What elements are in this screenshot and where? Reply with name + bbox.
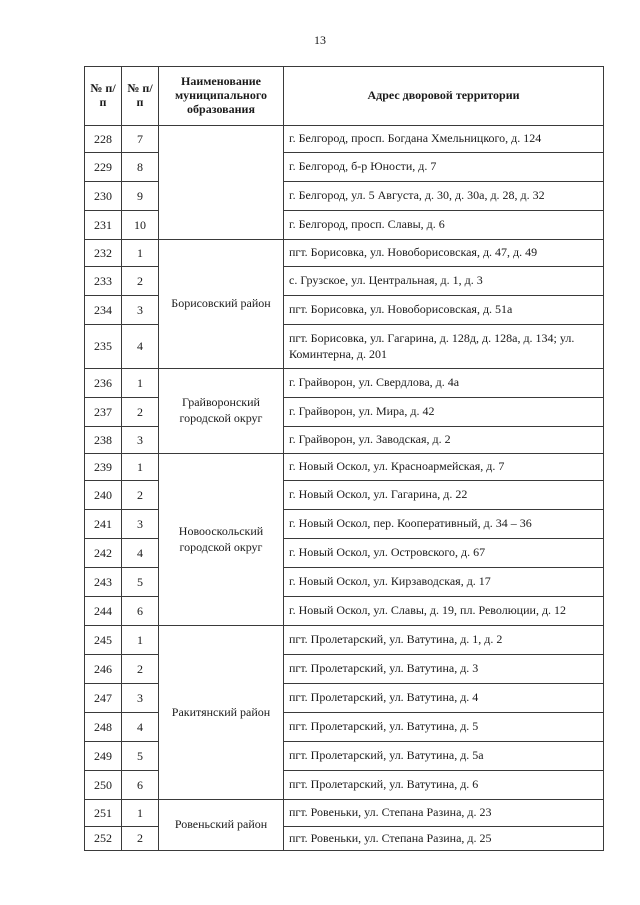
row-number-cell: 246: [85, 655, 122, 684]
local-number-cell: 6: [122, 597, 159, 626]
local-number-cell: 2: [122, 267, 159, 296]
row-number-cell: 242: [85, 539, 122, 568]
row-number-cell: 233: [85, 267, 122, 296]
row-number-cell: 248: [85, 713, 122, 742]
local-number-cell: 1: [122, 800, 159, 827]
address-cell: г. Белгород, просп. Славы, д. 6: [284, 211, 604, 240]
address-cell: с. Грузское, ул. Центральная, д. 1, д. 3: [284, 267, 604, 296]
local-number-cell: 9: [122, 182, 159, 211]
table-row: [85, 454, 604, 481]
row-number-cell: 241: [85, 510, 122, 539]
table-row: [85, 800, 604, 827]
row-number-cell: 230: [85, 182, 122, 211]
local-number-cell: 3: [122, 427, 159, 454]
row-number-cell: 250: [85, 771, 122, 800]
local-number-cell: 3: [122, 510, 159, 539]
row-number-cell: 231: [85, 211, 122, 240]
table-row: [85, 126, 604, 153]
address-cell: пгт. Борисовка, ул. Новоборисовская, д. 47, д. 49: [284, 240, 604, 267]
row-number-cell: 229: [85, 153, 122, 182]
address-cell: г. Новый Оскол, пер. Кооперативный, д. 34 – 36: [284, 510, 604, 539]
address-cell: пгт. Пролетарский, ул. Ватутина, д. 6: [284, 771, 604, 800]
local-number-cell: 2: [122, 827, 159, 851]
address-cell: пгт. Пролетарский, ул. Ватутина, д. 1, д. 2: [284, 626, 604, 655]
table-row: [85, 369, 604, 398]
local-number-cell: 7: [122, 126, 159, 153]
address-cell: пгт. Пролетарский, ул. Ватутина, д. 5: [284, 713, 604, 742]
local-number-cell: 8: [122, 153, 159, 182]
municipality-cell: [159, 126, 284, 240]
municipality-cell: Ракитянский район: [159, 626, 284, 800]
municipality-cell: Борисовский район: [159, 240, 284, 369]
courtyard-registry-table: [84, 66, 604, 851]
row-number-cell: 237: [85, 398, 122, 427]
address-cell: г. Новый Оскол, ул. Островского, д. 67: [284, 539, 604, 568]
address-cell: пгт. Пролетарский, ул. Ватутина, д. 3: [284, 655, 604, 684]
row-number-cell: 252: [85, 827, 122, 851]
local-number-cell: 1: [122, 369, 159, 398]
local-number-cell: 1: [122, 240, 159, 267]
local-number-cell: 2: [122, 655, 159, 684]
municipality-cell: Ровеньский район: [159, 800, 284, 851]
address-cell: г. Белгород, ул. 5 Августа, д. 30, д. 30а, д. 28, д. 32: [284, 182, 604, 211]
address-cell: г. Грайворон, ул. Свердлова, д. 4а: [284, 369, 604, 398]
local-number-cell: 5: [122, 568, 159, 597]
address-cell: пгт. Ровеньки, ул. Степана Разина, д. 23: [284, 800, 604, 827]
local-number-cell: 2: [122, 398, 159, 427]
address-cell: г. Новый Оскол, ул. Кирзаводская, д. 17: [284, 568, 604, 597]
address-cell: пгт. Пролетарский, ул. Ватутина, д. 5а: [284, 742, 604, 771]
local-number-cell: 6: [122, 771, 159, 800]
header-municipality: Наименование муниципального образования: [159, 67, 284, 126]
local-number-cell: 4: [122, 713, 159, 742]
row-number-cell: 245: [85, 626, 122, 655]
local-number-cell: 1: [122, 454, 159, 481]
local-number-cell: 4: [122, 539, 159, 568]
address-cell: пгт. Ровеньки, ул. Степана Разина, д. 25: [284, 827, 604, 851]
local-number-cell: 5: [122, 742, 159, 771]
row-number-cell: 239: [85, 454, 122, 481]
row-number-cell: 238: [85, 427, 122, 454]
address-cell: г. Белгород, просп. Богдана Хмельницкого, д. 124: [284, 126, 604, 153]
row-number-cell: 247: [85, 684, 122, 713]
address-cell: г. Новый Оскол, ул. Гагарина, д. 22: [284, 481, 604, 510]
row-number-cell: 251: [85, 800, 122, 827]
address-cell: пгт. Пролетарский, ул. Ватутина, д. 4: [284, 684, 604, 713]
address-cell: г. Грайворон, ул. Заводская, д. 2: [284, 427, 604, 454]
row-number-cell: 249: [85, 742, 122, 771]
local-number-cell: 4: [122, 325, 159, 369]
header-row-number: № п/п: [85, 67, 122, 126]
row-number-cell: 243: [85, 568, 122, 597]
address-cell: пгт. Борисовка, ул. Гагарина, д. 128д, д. 128а, д. 134; ул. Коминтерна, д. 201: [284, 325, 604, 369]
table-row: [85, 240, 604, 267]
local-number-cell: 2: [122, 481, 159, 510]
address-cell: г. Новый Оскол, ул. Славы, д. 19, пл. Революции, д. 12: [284, 597, 604, 626]
row-number-cell: 244: [85, 597, 122, 626]
row-number-cell: 234: [85, 296, 122, 325]
local-number-cell: 3: [122, 296, 159, 325]
address-cell: г. Новый Оскол, ул. Красноармейская, д. 7: [284, 454, 604, 481]
local-number-cell: 1: [122, 626, 159, 655]
row-number-cell: 236: [85, 369, 122, 398]
address-cell: г. Белгород, б-р Юности, д. 7: [284, 153, 604, 182]
municipality-cell: Новооскольский городской округ: [159, 454, 284, 626]
address-cell: пгт. Борисовка, ул. Новоборисовская, д. 51а: [284, 296, 604, 325]
header-address: Адрес дворовой территории: [284, 67, 604, 126]
table-header-row: [85, 67, 604, 126]
page-number: 13: [314, 33, 326, 47]
table-body: [85, 126, 604, 851]
address-cell: г. Грайворон, ул. Мира, д. 42: [284, 398, 604, 427]
row-number-cell: 232: [85, 240, 122, 267]
table-row: [85, 626, 604, 655]
local-number-cell: 3: [122, 684, 159, 713]
row-number-cell: 240: [85, 481, 122, 510]
row-number-cell: 235: [85, 325, 122, 369]
local-number-cell: 10: [122, 211, 159, 240]
row-number-cell: 228: [85, 126, 122, 153]
header-local-number: № п/п: [122, 67, 159, 126]
municipality-cell: Грайворонский городской округ: [159, 369, 284, 454]
